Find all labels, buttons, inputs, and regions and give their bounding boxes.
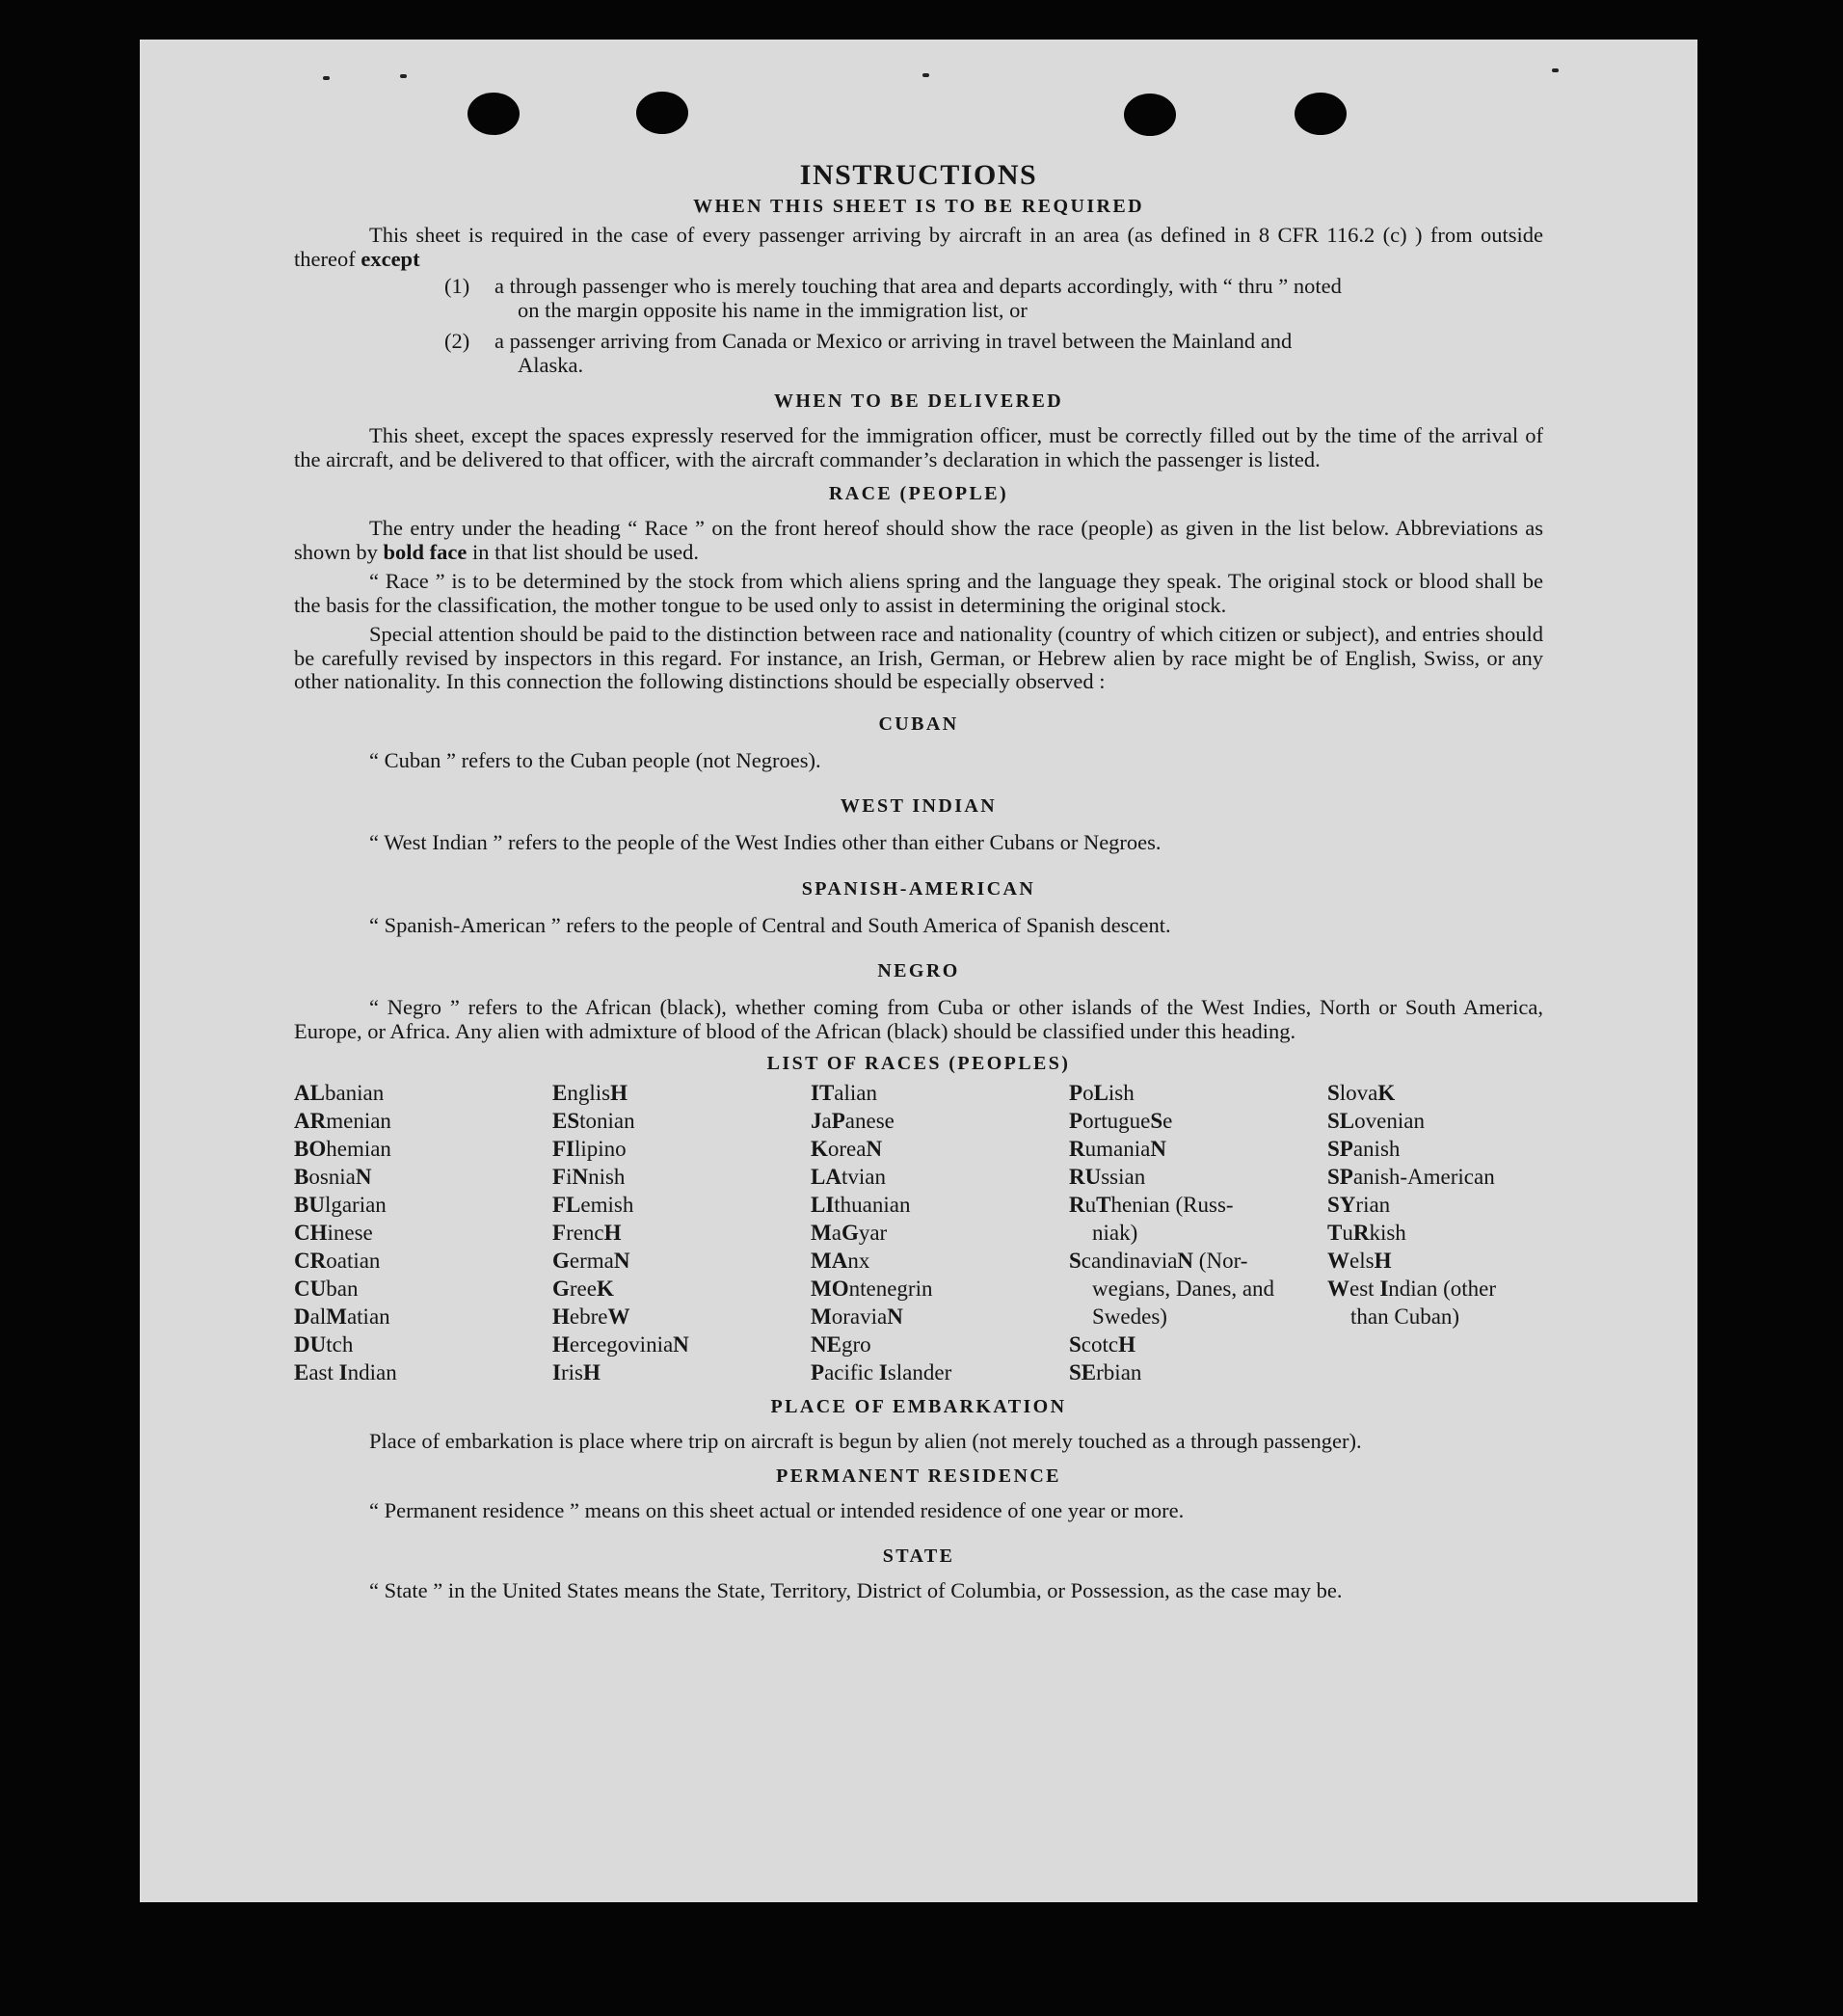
heading-permanent-residence: PERMANENT RESIDENCE: [776, 1465, 1061, 1487]
race-name-part: ercegovinia: [569, 1332, 674, 1357]
race-abbr: H: [582, 1360, 601, 1384]
race-entry: [1327, 1107, 1543, 1135]
heading-cuban: CUBAN: [878, 712, 959, 735]
race-entry: [1069, 1135, 1327, 1163]
race-entry: [1327, 1163, 1543, 1191]
instructions-content: [294, 155, 1543, 1603]
race-entry: [811, 1303, 1069, 1331]
race-name-part: acific: [824, 1360, 879, 1384]
race-abbr: BO: [294, 1137, 327, 1161]
race-name-part: tch: [326, 1332, 354, 1357]
race-abbr: H: [603, 1221, 622, 1245]
race-name-part: i: [566, 1165, 573, 1189]
race-abbr: E: [294, 1360, 309, 1384]
race-name-part: inese: [327, 1221, 373, 1245]
race-name-part: anish-American: [1352, 1165, 1495, 1189]
race-name-part: candinavia: [1081, 1249, 1178, 1273]
race-entry: [811, 1079, 1069, 1107]
punch-hole: [1295, 93, 1347, 135]
race-name-part: al: [309, 1304, 327, 1329]
west-indian-text: “ West Indian ” refers to the people of the West Indies other than either Cubans or Negroes.: [369, 830, 1162, 854]
heading-delivered: WHEN TO BE DELIVERED: [773, 390, 1064, 412]
race-entry: [811, 1358, 1069, 1386]
race-name-part: u: [1084, 1193, 1097, 1217]
race-abbr: NE: [811, 1332, 841, 1357]
race-abbr: S: [1069, 1249, 1082, 1273]
race-abbr: P: [831, 1109, 845, 1133]
race-abbr: R: [1069, 1193, 1085, 1217]
race-entry: [294, 1079, 552, 1107]
race-abbr: J: [811, 1109, 822, 1133]
race-entry: [552, 1191, 811, 1219]
race-abbr: N: [866, 1137, 883, 1161]
race-name-part: alian: [834, 1081, 877, 1105]
race-abbr: RU: [1069, 1165, 1102, 1189]
race-name-part: menian: [326, 1109, 391, 1133]
race-entry: [552, 1219, 811, 1247]
required-item-2: [444, 330, 1543, 377]
race-abbr: SY: [1327, 1193, 1356, 1217]
race-name-part: anese: [844, 1109, 895, 1133]
speck: [1552, 68, 1559, 72]
item-text-continued: Alaska.: [518, 352, 584, 377]
heading-state: STATE: [882, 1546, 955, 1567]
race-name-part: ast: [308, 1360, 339, 1384]
race-entry: [1069, 1079, 1327, 1107]
race-name-part: e: [1162, 1109, 1173, 1133]
race-entry: [294, 1219, 552, 1247]
race-name-part: a: [831, 1221, 841, 1245]
delivered-text: This sheet, except the spaces expressly reserved for the immigration officer, must be correctly filled out by the time of the arrival of the aircraft, and be delivered to that officer, with the aircraft commander’s declaration in which the passenger is listed.: [294, 423, 1543, 471]
negro-text: “ Negro ” refers to the African (black), whether coming from Cuba or other islands of the West Indies, North or South America, Europe, or Africa. Any alien with admixture of blood of the African (black) should be classified under this heading.: [294, 995, 1543, 1043]
race-name-part: rian: [1355, 1193, 1391, 1217]
race-name-part: a: [821, 1109, 832, 1133]
race-entry: [294, 1135, 552, 1163]
race-abbr: N: [1177, 1249, 1194, 1273]
residence-text: “ Permanent residence ” means on this sheet actual or intended residence of one year or more.: [369, 1497, 1185, 1522]
race-name-part: ree: [569, 1277, 597, 1301]
race-name-part: emish: [580, 1193, 634, 1217]
race-abbr: G: [841, 1221, 859, 1245]
race-name-part: ovenian: [1354, 1109, 1425, 1133]
race-abbr: I: [878, 1360, 888, 1384]
race-name-part: erma: [569, 1249, 614, 1273]
punch-hole: [1124, 94, 1176, 136]
race-abbr: LI: [811, 1193, 835, 1217]
race-name-part: gro: [841, 1332, 871, 1357]
race-abbr: N: [355, 1165, 372, 1189]
race-paragraph-2: “ Race ” is to be determined by the stock from which aliens spring and the language they speak. The original stock or blood shall be the basis for the classification, the mother tongue to be used only to assist in determining the original stock.: [294, 569, 1543, 617]
race-abbr: W: [1327, 1277, 1349, 1301]
race-name-part: orea: [827, 1137, 867, 1161]
required-intro: [294, 224, 1543, 271]
race-name-part: ban: [326, 1277, 359, 1301]
race-p1-after: in that list should be used.: [472, 539, 700, 564]
race-name-part: renc: [566, 1221, 604, 1245]
race-paragraph-3: Special attention should be paid to the distinction between race and nationality (country of which citizen or subject), and entries should be carefully revised by inspectors in this regard. For instance, an Irish, German, or Hebrew alien by race might be of English, Swiss, or any other nationality. In this connection the following distinctions should be especially observed :: [294, 622, 1543, 693]
race-abbr: MA: [811, 1249, 848, 1273]
race-abbr: N: [673, 1332, 689, 1357]
race-abbr: CR: [294, 1249, 327, 1273]
race-entry: [294, 1107, 552, 1135]
race-entry: [811, 1331, 1069, 1358]
race-entry: [1327, 1219, 1543, 1247]
race-name-part: henian (Russ-: [1110, 1193, 1234, 1217]
race-abbr: I: [552, 1360, 561, 1384]
state-text: “ State ” in the United States means the State, Territory, District of Columbia, or Possession, as the case may be.: [369, 1578, 1343, 1602]
races-column: [1069, 1079, 1327, 1386]
race-abbr: FI: [552, 1137, 574, 1161]
race-entry: [294, 1191, 552, 1219]
race-entry: [552, 1247, 811, 1275]
race-abbr: AL: [294, 1081, 325, 1105]
race-entry: [1327, 1135, 1543, 1163]
race-abbr: W: [607, 1304, 630, 1329]
race-abbr: H: [1374, 1249, 1392, 1273]
race-abbr: K: [811, 1137, 828, 1161]
heading-race: RACE (PEOPLE): [828, 483, 1009, 504]
race-entry: [294, 1275, 552, 1303]
race-abbr: SL: [1327, 1109, 1355, 1133]
race-abbr: N: [613, 1249, 630, 1273]
race-name-part: slander: [887, 1360, 952, 1384]
punch-hole: [467, 93, 520, 135]
race-abbr: R: [1352, 1221, 1370, 1245]
race-abbr: H: [1118, 1332, 1135, 1357]
race-abbr: S: [1150, 1109, 1163, 1133]
heading-spanish-american: SPANISH-AMERICAN: [801, 877, 1036, 900]
race-abbr: AR: [294, 1109, 327, 1133]
race-entry: [552, 1303, 811, 1331]
race-name-part: anish: [1352, 1137, 1401, 1161]
race-abbr: P: [1069, 1081, 1083, 1105]
cuban-text: “ Cuban ” refers to the Cuban people (not Negroes).: [369, 747, 821, 772]
race-entry: [811, 1247, 1069, 1275]
race-name-part: thuanian: [834, 1193, 911, 1217]
race-name-part: o: [1082, 1081, 1094, 1105]
race-abbr: FL: [552, 1193, 581, 1217]
race-name-part: rbian: [1096, 1360, 1142, 1384]
race-abbr: CH: [294, 1221, 328, 1245]
race-entry: [552, 1079, 811, 1107]
race-name-part: ssian: [1101, 1165, 1146, 1189]
race-abbr: M: [811, 1221, 832, 1245]
race-abbr: K: [596, 1277, 614, 1301]
race-name-part: ndian (other: [1388, 1277, 1497, 1301]
race-name-part: est: [1349, 1277, 1380, 1301]
speck: [922, 73, 929, 77]
race-name-part: kish: [1369, 1221, 1406, 1245]
race-abbr: T: [1327, 1221, 1343, 1245]
race-abbr: E: [552, 1081, 568, 1105]
race-abbr: I: [1379, 1277, 1389, 1301]
race-name-part: nish: [588, 1165, 626, 1189]
race-abbr: ES: [552, 1109, 580, 1133]
race-entry: [294, 1247, 552, 1275]
race-abbr: P: [1069, 1109, 1083, 1133]
heading-required: WHEN THIS SHEET IS TO BE REQUIRED: [693, 196, 1144, 217]
race-name-part: cotc: [1081, 1332, 1119, 1357]
race-abbr: I: [338, 1360, 348, 1384]
race-entry: [552, 1275, 811, 1303]
race-entry: [1069, 1191, 1327, 1247]
races-column: [294, 1079, 552, 1386]
race-abbr: P: [811, 1360, 825, 1384]
race-abbr: F: [552, 1165, 567, 1189]
race-name-part: umania: [1084, 1137, 1151, 1161]
race-paragraph-1: [294, 517, 1543, 564]
race-abbr: IT: [811, 1081, 835, 1105]
race-name-part: ish: [1108, 1081, 1135, 1105]
race-entry: [552, 1358, 811, 1386]
required-item-1: [444, 275, 1543, 322]
race-abbr: G: [552, 1249, 570, 1273]
race-name-part: atian: [346, 1304, 390, 1329]
races-column: [1327, 1079, 1543, 1386]
race-entry: [811, 1219, 1069, 1247]
races-column: [552, 1079, 811, 1386]
race-name-part: banian: [324, 1081, 385, 1105]
required-intro-bold: except: [361, 246, 420, 271]
race-abbr: G: [552, 1277, 570, 1301]
race-abbr: CU: [294, 1277, 327, 1301]
race-entry: [1069, 1331, 1327, 1358]
race-entry: [1069, 1163, 1327, 1191]
race-name-part: ris: [560, 1360, 583, 1384]
race-abbr: M: [326, 1304, 347, 1329]
race-abbr: F: [552, 1221, 567, 1245]
race-abbr: T: [1096, 1193, 1111, 1217]
race-name-continued: wegians, Danes, and Swedes): [1092, 1277, 1275, 1329]
race-entry: [811, 1163, 1069, 1191]
race-entry: [1327, 1247, 1543, 1275]
race-abbr: M: [811, 1304, 832, 1329]
item-number: (1): [444, 274, 470, 298]
embarkation-text: Place of embarkation is place where trip on aircraft is begun by alien (not merely touched as a through passenger).: [369, 1429, 1362, 1453]
race-entry: [1327, 1191, 1543, 1219]
race-name-part: oatian: [326, 1249, 381, 1273]
race-name-part: oravia: [831, 1304, 888, 1329]
race-entry: [294, 1163, 552, 1191]
race-name-part: lova: [1339, 1081, 1378, 1105]
race-name-part: els: [1349, 1249, 1375, 1273]
race-abbr: K: [1377, 1081, 1396, 1105]
race-abbr: S: [1069, 1332, 1082, 1357]
race-abbr: MO: [811, 1277, 849, 1301]
race-p1-bold: bold face: [383, 539, 467, 564]
race-abbr: W: [1327, 1249, 1349, 1273]
race-abbr: SP: [1327, 1165, 1353, 1189]
race-name-part: nglis: [567, 1081, 611, 1105]
race-entry: [294, 1358, 552, 1386]
heading-west-indian: WEST INDIAN: [840, 795, 998, 817]
race-p1-text: The entry under the heading “ Race ” on the front hereof should show the race (people) as given in the list below. Abbreviations as shown by: [294, 516, 1543, 564]
document-sheet: [140, 40, 1697, 1902]
race-entry: [811, 1135, 1069, 1163]
race-abbr: H: [552, 1332, 570, 1357]
item-text-continued: on the margin opposite his name in the immigration list, or: [518, 297, 1028, 322]
race-entry: [294, 1331, 552, 1358]
race-abbr: S: [1327, 1081, 1340, 1105]
page-title: INSTRUCTIONS: [799, 159, 1038, 191]
race-name-part: tonian: [579, 1109, 635, 1133]
race-name-part: ortugue: [1082, 1109, 1151, 1133]
race-name-part: (Nor-: [1193, 1249, 1248, 1273]
race-entry: [552, 1163, 811, 1191]
heading-embarkation: PLACE OF EMBARKATION: [770, 1396, 1067, 1417]
race-abbr: SP: [1327, 1137, 1353, 1161]
race-name-part: lgarian: [324, 1193, 387, 1217]
race-name-part: ebre: [569, 1304, 608, 1329]
race-entry: [552, 1107, 811, 1135]
speck: [400, 74, 407, 78]
race-entry: [811, 1107, 1069, 1135]
item-number: (2): [444, 329, 470, 353]
race-abbr: D: [294, 1304, 310, 1329]
race-abbr: N: [572, 1165, 589, 1189]
item-text: a through passenger who is merely touching that area and departs accordingly, with “ thru ” noted: [494, 274, 1342, 298]
race-abbr: L: [1093, 1081, 1108, 1105]
speck: [323, 76, 330, 80]
required-intro-text: This sheet is required in the case of every passenger arriving by aircraft in an area (as defined in 8 CFR 116.2 (c) ) from outside thereof: [294, 223, 1543, 271]
race-name-part: ndian: [347, 1360, 397, 1384]
race-entry: [552, 1331, 811, 1358]
race-name-part: hemian: [326, 1137, 391, 1161]
race-entry: [1069, 1107, 1327, 1135]
race-abbr: BU: [294, 1193, 325, 1217]
race-entry: [1069, 1358, 1327, 1386]
heading-negro: NEGRO: [877, 960, 960, 981]
races-list: [294, 1079, 1543, 1386]
race-name-continued: than Cuban): [1350, 1304, 1460, 1329]
race-entry: [1327, 1079, 1543, 1107]
heading-list-of-races: LIST OF RACES (PEOPLES): [766, 1053, 1071, 1074]
race-name-part: yar: [858, 1221, 888, 1245]
race-entry: [552, 1135, 811, 1163]
race-abbr: N: [887, 1304, 903, 1329]
race-name-part: u: [1342, 1221, 1353, 1245]
race-entry: [294, 1303, 552, 1331]
race-entry: [1327, 1275, 1543, 1331]
race-abbr: H: [552, 1304, 570, 1329]
race-entry: [811, 1275, 1069, 1303]
spanish-american-text: “ Spanish-American ” refers to the people of Central and South America of Spanish descent.: [369, 912, 1171, 937]
punch-hole: [636, 92, 688, 134]
race-abbr: H: [610, 1081, 628, 1105]
race-abbr: B: [294, 1165, 309, 1189]
race-name-part: osnia: [308, 1165, 356, 1189]
item-text: a passenger arriving from Canada or Mexico or arriving in travel between the Mainland and: [494, 329, 1293, 353]
race-entry: [811, 1191, 1069, 1219]
race-name-part: ntenegrin: [848, 1277, 933, 1301]
race-name-part: lipino: [574, 1137, 627, 1161]
races-column: [811, 1079, 1069, 1386]
race-name-continued: niak): [1092, 1221, 1138, 1245]
race-name-part: tvian: [841, 1165, 886, 1189]
race-abbr: SE: [1069, 1360, 1097, 1384]
race-abbr: LA: [811, 1165, 841, 1189]
race-abbr: N: [1150, 1137, 1166, 1161]
race-abbr: DU: [294, 1332, 327, 1357]
race-abbr: R: [1069, 1137, 1085, 1161]
race-name-part: nx: [847, 1249, 870, 1273]
race-entry: [1069, 1247, 1327, 1331]
